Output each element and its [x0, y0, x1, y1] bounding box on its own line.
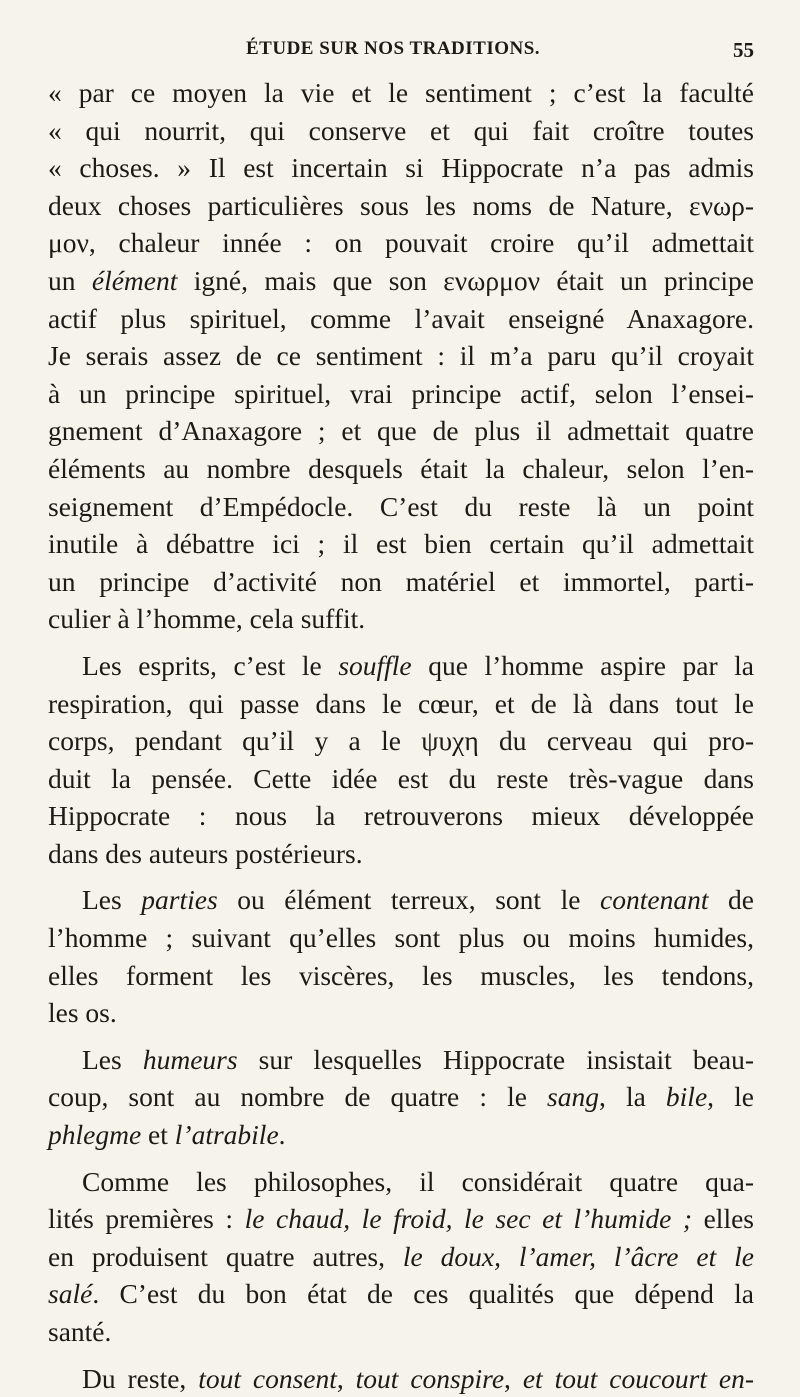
text-line: « par ce moyen la vie et le sentiment ; c’est la faculté — [48, 77, 754, 108]
text-line: à un principe spirituel, vrai principe actif, selon l’ensei- — [48, 377, 754, 409]
text-line: « choses. » Il est incertain si Hippocrate n’a pas admis — [48, 152, 754, 184]
text-line: deux choses particulières sous les noms de Nature, ενωρ- — [48, 189, 754, 221]
text-line: Je serais assez de ce sentiment : il m’a paru qu’il croyait — [48, 340, 754, 372]
text-line: un principe d’activité non matériel et immortel, parti- — [48, 565, 754, 597]
text-line: l’homme ; suivant qu’elles sont plus ou moins humides, — [48, 922, 754, 954]
text-line: Les humeurs sur lesquelles Hippocrate insistait beau- — [82, 1043, 754, 1075]
text-line: les os. — [48, 997, 117, 1029]
text-line: Hippocrate : nous la retrouverons mieux développée — [48, 800, 754, 832]
text-line: gnement d’Anaxagore ; et que de plus il admettait quatre — [48, 415, 754, 447]
page-number: 55 — [733, 38, 754, 62]
text-line: culier à l’homme, cela suffit. — [48, 603, 366, 635]
running-header — [48, 38, 754, 66]
text-line: « qui nourrit, qui conserve et qui fait croître toutes — [48, 114, 754, 146]
text-line: un élément igné, mais que son ενωρμον était un principe — [48, 264, 755, 296]
text-line: corps, pendant qu’il y a le ψυχη du cerveau qui pro- — [48, 725, 754, 757]
text-line: duit la pensée. Cette idée est du reste très-vague dans — [48, 762, 754, 794]
text-line: santé. — [48, 1316, 112, 1347]
text-line: Du reste, tout consent, tout conspire, et tout coucourt en- — [82, 1362, 755, 1394]
text-line: μον, chaleur innée : on pouvait croire qu’il admettait — [48, 227, 754, 259]
text-line: phlegme et l’atrabile. — [48, 1119, 286, 1151]
text-line: en produisent quatre autres, le doux, l’amer, l’âcre et le — [48, 1240, 754, 1272]
text-line: coup, sont au nombre de quatre : le sang, la bile, le — [48, 1081, 754, 1113]
text-line: salé. C’est du bon état de ces qualités que dépend la — [48, 1278, 754, 1310]
text-line: lités premières : le chaud, le froid, le sec et l’humide ; elles — [48, 1203, 754, 1235]
text-line: Les esprits, c’est le souffle que l’homme aspire par la — [82, 649, 754, 681]
text-line: actif plus spirituel, comme l’avait enseigné Anaxagore. — [48, 302, 754, 334]
text-line: Comme les philosophes, il considérait quatre qua- — [82, 1165, 754, 1197]
text-line: seignement d’Empédocle. C’est du reste là un point — [48, 490, 754, 522]
text-line: inutile à débattre ici ; il est bien certain qu’il admettait — [48, 528, 754, 560]
text-line: dans des auteurs postérieurs. — [48, 837, 363, 869]
running-title: ÉTUDE SUR NOS TRADITIONS. — [246, 38, 541, 59]
text-line: éléments au nombre desquels était la chaleur, selon l’en- — [48, 452, 754, 484]
text-line: Les parties ou élément terreux, sont le contenant de — [82, 884, 754, 916]
text-line: respiration, qui passe dans le cœur, et de là dans tout le — [48, 687, 754, 719]
text-line: elles forment les viscères, les muscles, les tendons, — [48, 959, 754, 991]
body-text — [48, 74, 754, 1397]
